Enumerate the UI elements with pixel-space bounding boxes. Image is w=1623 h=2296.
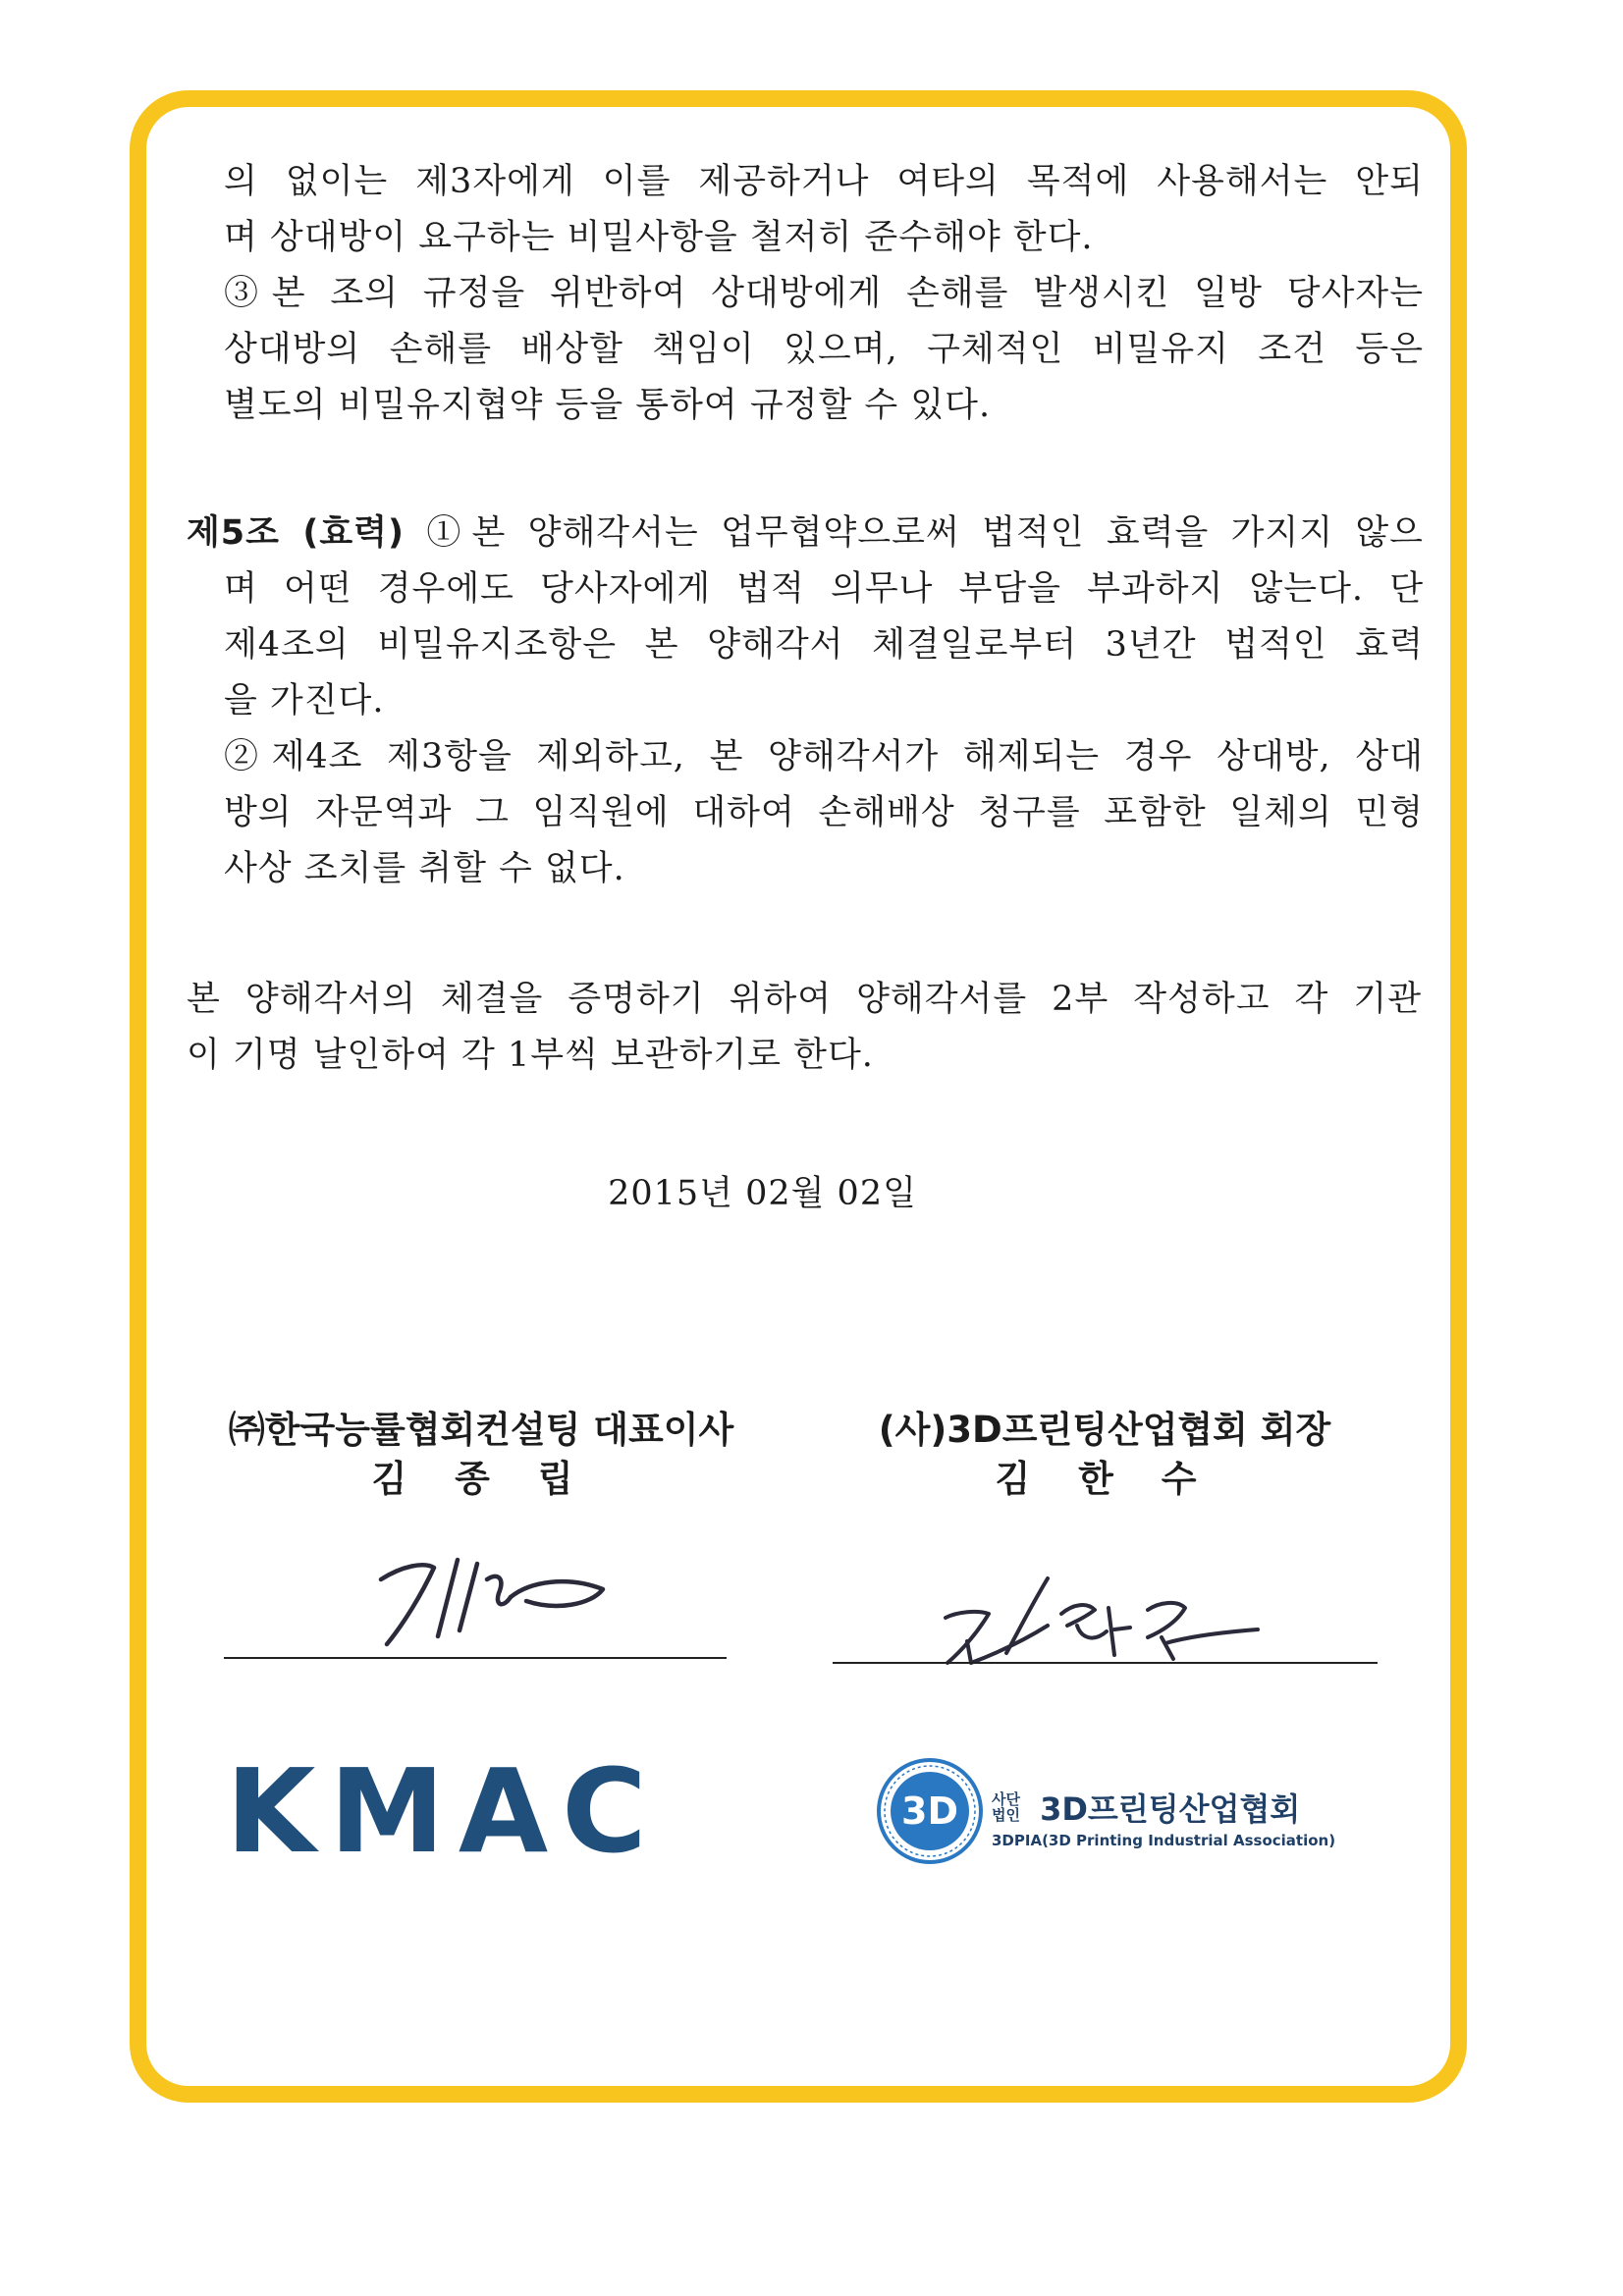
signature-right bbox=[938, 1561, 1271, 1669]
text-segment: ①본 양해각서는 업무협약으로써 법적인 효력을 가지지 않으 bbox=[426, 513, 1424, 553]
3dpia-english-name: 3DPIA(3D Printing Industrial Association) bbox=[992, 1832, 1336, 1849]
text-line: 사상 조치를 취할 수 없다. bbox=[224, 849, 625, 888]
3dpia-kind bbox=[992, 1791, 1035, 1823]
text-line: 며 어떤 경우에도 당사자에게 법적 의무나 부담을 부과하지 않는다. 단 bbox=[224, 569, 1424, 609]
article-5 bbox=[187, 506, 1424, 897]
text-line: 방의 자문역과 그 임직원에 대하여 손해배상 청구를 포함한 일체의 민형 bbox=[224, 793, 1424, 832]
3dpia-wordmark bbox=[992, 1785, 1335, 1849]
signing-date: 2015년 02월 02일 bbox=[608, 1174, 917, 1213]
text-line: 며 상대방이 요구하는 비밀사항을 철저히 준수해야 한다. bbox=[224, 218, 1094, 257]
signature-line-right bbox=[833, 1662, 1378, 1664]
text-line: 본 양해각서의 체결을 증명하기 위하여 양해각서를 2부 작성하고 각 기관 bbox=[187, 980, 1422, 1019]
party-left bbox=[201, 1406, 761, 1504]
3dpia-kind-top: 사단 bbox=[992, 1790, 1020, 1808]
party-right-name: 김 한 수 bbox=[995, 1458, 1215, 1500]
party-right bbox=[820, 1406, 1389, 1504]
article-5-heading: 제5조 (효력) bbox=[187, 513, 405, 553]
text-line: 의 없이는 제3자에게 이를 제공하거나 여타의 목적에 사용해서는 안되 bbox=[224, 162, 1424, 201]
closing-statement bbox=[187, 972, 1422, 1084]
3dpia-badge-icon bbox=[876, 1757, 984, 1865]
text-line: 상대방의 손해를 배상할 책임이 있으며, 구체적인 비밀유지 조건 등은 bbox=[224, 330, 1424, 369]
party-left-name: 김 종 립 bbox=[371, 1458, 591, 1500]
3dpia-badge-text: 3D bbox=[901, 1789, 958, 1833]
signature-line-left bbox=[224, 1657, 727, 1659]
text-line: 이 기명 날인하여 각 1부씩 보관하기로 한다. bbox=[187, 1036, 874, 1075]
kmac-logo bbox=[226, 1743, 727, 1879]
3dpia-kind-bottom: 법인 bbox=[992, 1806, 1020, 1824]
article-4-text bbox=[224, 154, 1424, 434]
party-left-org: ㈜한국능률협회컨설팅 대표이사 bbox=[228, 1409, 734, 1451]
kmac-logo-text: KMAC bbox=[226, 1743, 661, 1879]
text-line: ③본 조의 규정을 위반하여 상대방에게 손해를 발생시킨 일방 당사자는 bbox=[224, 274, 1424, 313]
text-line: ②제4조 제3항을 제외하고, 본 양해각서가 해제되는 경우 상대방, 상대 bbox=[224, 737, 1424, 776]
signature-left bbox=[363, 1546, 628, 1654]
party-right-org: (사)3D프린팅산업협회 회장 bbox=[878, 1409, 1331, 1451]
3dpia-name: 3D프린팅산업협회 bbox=[1040, 1790, 1301, 1828]
3dpia-logo bbox=[864, 1747, 1375, 1875]
text-line: 제4조의 비밀유지조항은 본 양해각서 체결일로부터 3년간 법적인 효력 bbox=[224, 625, 1424, 665]
text-line: 을 가진다. bbox=[224, 681, 385, 721]
article-5-first-line bbox=[187, 506, 1424, 561]
text-line: 별도의 비밀유지협약 등을 통하여 규정할 수 있다. bbox=[224, 386, 992, 425]
